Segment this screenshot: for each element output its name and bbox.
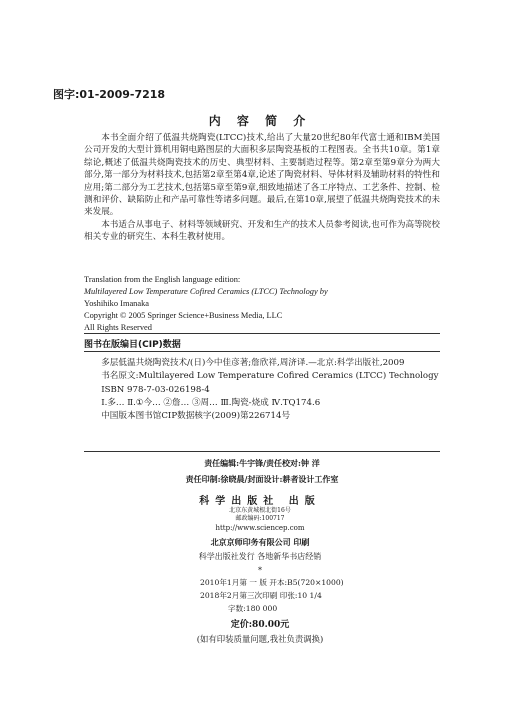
cip-heading: 图书在版编目(CIP)数据 [84,340,181,350]
english-copyright: Copyright © 2005 Springer Science+Business Media, LLC [84,311,283,320]
publisher-postcode: 邮政编码:100717 [235,515,285,522]
english-edition-notice [84,274,464,334]
summary-paragraph: 本书全面介绍了低温共烧陶瓷(LTCC)技术,给出了大量20世纪80年代富士通和IBM美国公司开发的大型计算机用铜电路图层的大面积多层陶瓷基板的工程图表。全书共10章。第1章综论,概述了低温共烧陶瓷技术的历史、典型材料、主要制造过程等。第2章至第9章分为两大部分,第一部分为材料技术,包括第2章至第4章,论述了陶瓷材料、导体材料及辅助材料的特性和应用;第二部分为工艺技术,包括第5章至第9章,细致地描述了各工序特点、工艺条件、控制、检测和评价、缺陷防止和产品可靠性等诸多问题。最后,在第10章,展望了低温共烧陶瓷技术的未来发展。 [84,133,440,218]
cip-entry: 多层低温共烧陶瓷技术/(日)今中佳彦著;詹欣祥,周济译.—北京:科学出版社,2009 [101,358,405,368]
printer-name: 北京京师印务有限公司 印刷 [210,537,310,547]
word-count: 字数:180 000 [228,604,278,613]
impression-info: 2018年2月第三次印刷 印张:10 1/4 [200,591,322,600]
summary-paragraph: 本书适合从事电子、材料等领域研究、开发和生产的技术人员参考阅读,也可作为高等院校相关专业的研究生、本科生教材使用。 [84,219,440,243]
english-author: Yoshihiko Imanaka [84,299,149,308]
summary-text [84,132,440,244]
cip-data [84,357,440,423]
english-rights: All Rights Reserved [84,323,152,332]
cip-record: 中国版本图书馆CIP数据核字(2009)第226714号 [101,411,291,422]
cip-original-title: 书名原文:Multilayered Low Temperature Cofired Ceramics (LTCC) Technology [101,371,439,382]
english-original-title: Multilayered Low Temperature Cofired Ceramics (LTCC) Technology by [84,287,328,296]
copyright-contract-number: 图字:01-2009-7218 [53,88,166,101]
quality-notice: (如有印装质量问题,我社负责调换) [196,634,324,644]
divider-rule [84,451,440,452]
divider-rule [84,351,440,352]
separator-asterisk: * [258,566,262,575]
cip-classification: Ⅰ.多… Ⅱ.①今… ②詹… ③周… Ⅲ.陶瓷-烧成 Ⅳ.TQ174.6 [101,397,321,408]
distributor: 科学出版社发行 各地新华书店经销 [198,552,322,561]
editor-credits: 责任编辑:牛宇锋/责任校对:钟 洋 [204,458,320,468]
publisher-name: 科学出版社 出版 [199,496,321,507]
printing-credits: 责任印制:徐晓晨/封面设计:耕者设计工作室 [185,474,339,484]
english-line: Translation from the English language edition: [84,275,241,284]
price: 定价:80.00元 [230,620,290,630]
publisher-address: 北京东黄城根北街16号 [229,507,291,514]
edition-info: 2010年1月第 一 版 开本:B5(720×1000) [200,578,344,587]
cip-isbn: ISBN 978-7-03-026198-4 [101,384,210,395]
summary-title: 内 容 简 介 [208,114,312,128]
divider-rule [84,333,440,334]
publisher-url: http://www.sciencep.com [215,524,305,532]
